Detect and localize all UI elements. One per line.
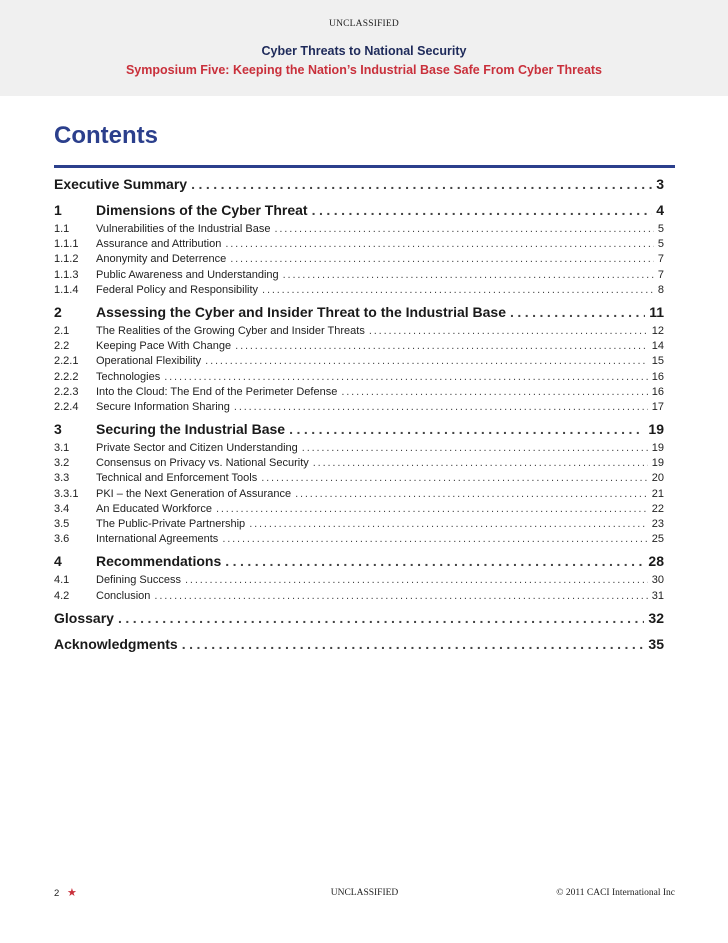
toc-entry-page: 14 <box>651 340 664 353</box>
toc-entry-page: 22 <box>651 502 664 515</box>
toc-subsection-entry[interactable] <box>54 574 664 589</box>
toc-section-entry[interactable] <box>54 304 664 325</box>
toc-section-entry[interactable] <box>54 202 664 223</box>
toc-entry-page: 7 <box>657 268 664 281</box>
toc-subsection-entry[interactable] <box>54 325 664 340</box>
toc-entry-page: 16 <box>651 385 664 398</box>
toc-dot-leader <box>341 386 647 398</box>
toc-entry-title: Executive Summary <box>54 176 188 192</box>
toc-entry-title: Assessing the Cyber and Insider Threat to the Industrial Base <box>96 303 506 320</box>
page-footer <box>54 888 675 904</box>
toc-dot-leader <box>283 269 654 281</box>
toc-section-entry[interactable] <box>54 610 664 631</box>
toc-entry-number: 1.1.1 <box>54 238 79 251</box>
toc-subsection-entry[interactable] <box>54 355 664 370</box>
toc-dot-leader <box>182 636 645 652</box>
document-title: Cyber Threats to National Security <box>261 44 467 58</box>
toc-entry-page: 23 <box>651 518 664 530</box>
toc-subsection-entry[interactable] <box>54 223 664 238</box>
toc-entry-title: Federal Policy and Responsibility <box>96 283 259 296</box>
toc-entry-page: 20 <box>651 472 664 485</box>
table-of-contents <box>54 176 664 657</box>
toc-dot-leader <box>295 488 648 500</box>
toc-entry-title: Public Awareness and Understanding <box>96 268 279 281</box>
toc-entry-page: 5 <box>657 223 664 235</box>
toc-subsection-entry[interactable] <box>54 284 664 299</box>
toc-entry-number: 2.2.2 <box>54 370 79 383</box>
toc-entry-title: Acknowledgments <box>54 635 178 652</box>
toc-subsection-entry[interactable] <box>54 401 664 416</box>
toc-entry-page: 4 <box>656 202 664 218</box>
toc-entry-number: 2.1 <box>54 324 70 337</box>
toc-entry-page: 31 <box>651 589 664 602</box>
toc-dot-leader <box>154 590 647 602</box>
toc-subsection-entry[interactable] <box>54 386 664 401</box>
toc-section-entry[interactable] <box>54 421 664 442</box>
toc-entry-number: 2 <box>54 303 62 320</box>
toc-subsection-entry[interactable] <box>54 238 664 253</box>
toc-entry-title: Defining Success <box>96 574 181 587</box>
toc-entry-page: 19 <box>648 421 664 438</box>
toc-entry-number: 1.1.3 <box>54 268 79 281</box>
toc-section-entry[interactable] <box>54 553 664 574</box>
toc-dot-leader <box>191 176 652 192</box>
toc-subsection-entry[interactable] <box>54 442 664 457</box>
toc-dot-leader <box>234 401 648 413</box>
toc-dot-leader <box>235 340 648 352</box>
toc-entry-number: 3.3.1 <box>54 487 79 500</box>
toc-entry-page: 30 <box>651 574 664 587</box>
toc-entry-page: 19 <box>651 457 664 470</box>
toc-entry-title: Conclusion <box>96 589 151 602</box>
toc-entry-title: International Agreements <box>96 533 219 546</box>
toc-subsection-entry[interactable] <box>54 253 664 268</box>
toc-entry-page: 5 <box>657 238 664 251</box>
toc-dot-leader <box>261 472 648 484</box>
toc-entry-title: Technologies <box>96 370 161 383</box>
toc-entry-title: Private Sector and Citizen Understanding <box>96 442 298 455</box>
toc-entry-page: 3 <box>656 176 664 192</box>
toc-dot-leader <box>164 371 648 383</box>
toc-dot-leader <box>369 325 648 337</box>
classification-bottom: UNCLASSIFIED <box>330 888 399 898</box>
toc-entry-title: Dimensions of the Cyber Threat <box>96 202 308 218</box>
toc-entry-page: 11 <box>649 303 664 320</box>
toc-entry-number: 3.5 <box>54 518 70 530</box>
toc-subsection-entry[interactable] <box>54 340 664 355</box>
toc-entry-page: 12 <box>651 324 664 337</box>
classification-top: UNCLASSIFIED <box>329 19 399 29</box>
toc-entry-number: 2.2.4 <box>54 400 79 413</box>
toc-entry-title: Glossary <box>54 609 114 626</box>
toc-dot-leader <box>118 610 644 626</box>
toc-entry-number: 3 <box>54 421 62 438</box>
toc-entry-number: 2.2.1 <box>54 355 79 368</box>
toc-entry-number: 1 <box>54 202 62 218</box>
star-icon: ★ <box>67 887 77 899</box>
toc-entry-page: 35 <box>648 635 664 652</box>
toc-subsection-entry[interactable] <box>54 371 664 386</box>
toc-entry-page: 32 <box>648 609 664 626</box>
toc-entry-title: Assurance and Attribution <box>96 238 222 251</box>
toc-entry-number: 2.2.3 <box>54 385 79 398</box>
toc-entry-number: 3.6 <box>54 533 70 546</box>
toc-entry-page: 17 <box>651 400 664 413</box>
toc-section-entry[interactable] <box>54 176 664 197</box>
toc-subsection-entry[interactable] <box>54 472 664 487</box>
toc-entry-title: The Realities of the Growing Cyber and Insider Threats <box>96 324 365 337</box>
toc-dot-leader <box>225 553 644 569</box>
contents-heading: Contents <box>54 122 158 149</box>
toc-entry-title: Operational Flexibility <box>96 355 202 368</box>
toc-dot-leader <box>222 533 647 545</box>
page-header <box>0 0 728 96</box>
document-subtitle: Symposium Five: Keeping the Nation’s Industrial Base Safe From Cyber Threats <box>125 63 603 77</box>
toc-dot-leader <box>225 238 654 250</box>
toc-entry-page: 16 <box>651 370 664 383</box>
toc-entry-page: 19 <box>651 442 664 455</box>
footer-copyright: © 2011 CACI International Inc <box>556 888 675 898</box>
toc-entry-number: 4 <box>54 553 62 570</box>
toc-subsection-entry[interactable] <box>54 518 664 533</box>
toc-entry-number: 4.2 <box>54 589 70 602</box>
toc-entry-number: 2.2 <box>54 340 70 353</box>
toc-entry-title: Recommendations <box>96 553 222 570</box>
toc-entry-title: Anonymity and Deterrence <box>96 253 227 266</box>
toc-entry-title: An Educated Workforce <box>96 502 212 515</box>
toc-dot-leader <box>216 503 648 515</box>
toc-entry-number: 3.1 <box>54 442 70 455</box>
toc-dot-leader <box>289 421 644 437</box>
toc-dot-leader <box>262 284 654 296</box>
toc-entry-page: 28 <box>648 553 664 570</box>
toc-dot-leader <box>185 574 648 586</box>
toc-subsection-entry[interactable] <box>54 533 664 548</box>
toc-entry-title: The Public-Private Partnership <box>96 518 246 530</box>
toc-dot-leader <box>230 253 654 265</box>
toc-entry-number: 3.2 <box>54 457 70 470</box>
toc-subsection-entry[interactable] <box>54 590 664 605</box>
toc-entry-page: 25 <box>651 533 664 546</box>
contents-rule <box>54 165 675 168</box>
toc-entry-number: 1.1.4 <box>54 283 79 296</box>
toc-entry-page: 8 <box>657 283 664 296</box>
toc-entry-number: 4.1 <box>54 574 70 587</box>
toc-entry-title: Vulnerabilities of the Industrial Base <box>96 223 271 235</box>
toc-entry-title: Keeping Pace With Change <box>96 340 232 353</box>
toc-dot-leader <box>312 202 653 218</box>
toc-subsection-entry[interactable] <box>54 457 664 472</box>
toc-entry-number: 3.3 <box>54 472 70 485</box>
toc-entry-title: Securing the Industrial Base <box>96 421 286 438</box>
toc-dot-leader <box>249 518 648 530</box>
toc-dot-leader <box>313 457 648 469</box>
toc-entry-title: Into the Cloud: The End of the Perimeter Defense <box>96 385 338 398</box>
toc-entry-title: Technical and Enforcement Tools <box>96 472 258 485</box>
toc-dot-leader <box>510 304 645 320</box>
toc-dot-leader <box>205 355 648 367</box>
toc-entry-number: 1.1.2 <box>54 253 79 266</box>
toc-entry-title: Secure Information Sharing <box>96 400 230 413</box>
toc-subsection-entry[interactable] <box>54 488 664 503</box>
toc-entry-number: 3.4 <box>54 502 70 515</box>
toc-entry-title: Consensus on Privacy vs. National Security <box>96 457 309 470</box>
toc-section-entry[interactable] <box>54 636 664 657</box>
toc-entry-number: 1.1 <box>54 223 70 235</box>
footer-page-number: 2 <box>54 888 60 899</box>
toc-subsection-entry[interactable] <box>54 503 664 518</box>
toc-entry-page: 7 <box>657 253 664 266</box>
toc-entry-page: 21 <box>651 487 664 500</box>
toc-subsection-entry[interactable] <box>54 269 664 284</box>
toc-entry-page: 15 <box>651 355 664 368</box>
toc-dot-leader <box>302 442 648 454</box>
toc-dot-leader <box>274 223 653 235</box>
toc-entry-title: PKI – the Next Generation of Assurance <box>96 487 292 500</box>
